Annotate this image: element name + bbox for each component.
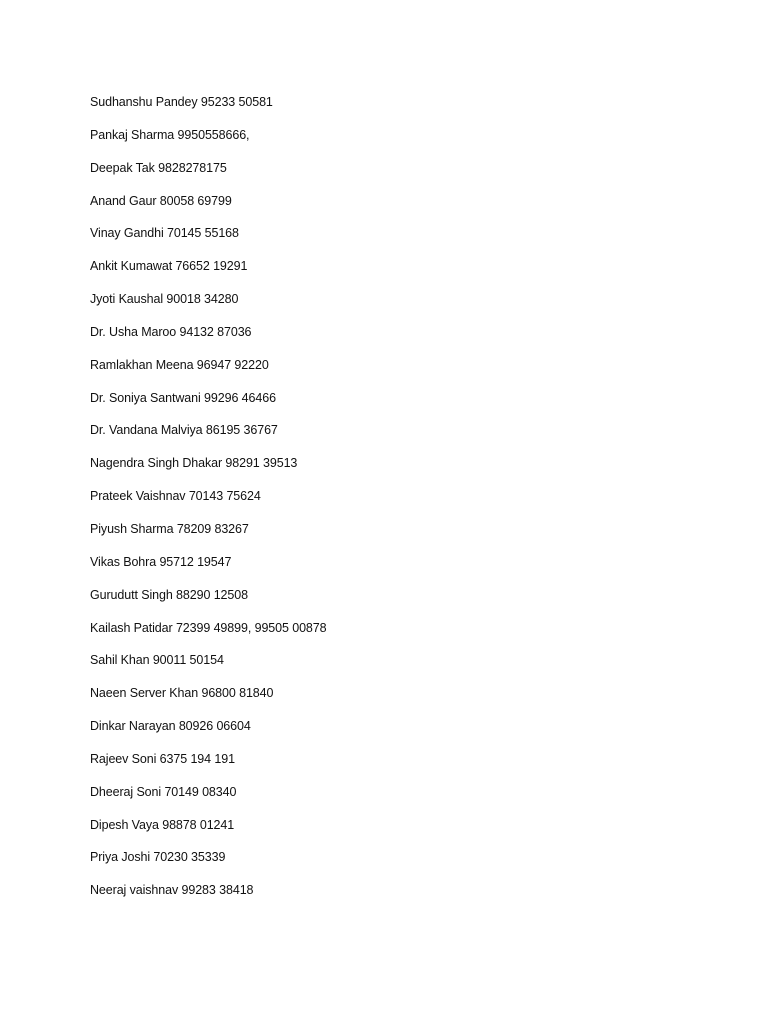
contact-line: Deepak Tak 9828278175: [90, 160, 227, 175]
contact-line: Prateek Vaishnav 70143 75624: [90, 489, 261, 504]
contact-line: Dr. Vandana Malviya 86195 36767: [90, 423, 278, 438]
contact-line: Jyoti Kaushal 90018 34280: [90, 292, 239, 307]
contact-line: Vinay Gandhi 70145 55168: [90, 226, 239, 241]
contact-line: Nagendra Singh Dhakar 98291 39513: [90, 456, 298, 471]
contact-line: Dinkar Narayan 80926 06604: [90, 719, 251, 734]
contact-line: Sahil Khan 90011 50154: [90, 653, 224, 668]
contact-line: Dr. Usha Maroo 94132 87036: [90, 324, 252, 339]
contact-line: Piyush Sharma 78209 83267: [90, 521, 249, 536]
contact-line: Sudhanshu Pandey 95233 50581: [90, 95, 273, 109]
contact-list: [90, 92, 326, 913]
contact-line: Ankit Kumawat 76652 19291: [90, 259, 248, 274]
contact-line: Dr. Soniya Santwani 99296 46466: [90, 390, 276, 405]
contact-line: Dipesh Vaya 98878 01241: [90, 817, 235, 832]
contact-line: Dheeraj Soni 70149 08340: [90, 784, 237, 799]
contact-line: Vikas Bohra 95712 19547: [90, 554, 232, 569]
contact-line: Pankaj Sharma 9950558666,: [90, 127, 250, 142]
contact-line: Kailash Patidar 72399 49899, 99505 00878: [90, 620, 327, 635]
contact-line: Rajeev Soni 6375 194 191: [90, 751, 235, 766]
contact-line: Anand Gaur 80058 69799: [90, 193, 232, 208]
contact-line: Ramlakhan Meena 96947 92220: [90, 357, 269, 372]
contact-line: Priya Joshi 70230 35339: [90, 850, 226, 865]
contact-line: Neeraj vaishnav 99283 38418: [90, 883, 254, 898]
contact-line: Gurudutt Singh 88290 12508: [90, 587, 248, 602]
contact-line: Naeen Server Khan 96800 81840: [90, 686, 274, 701]
